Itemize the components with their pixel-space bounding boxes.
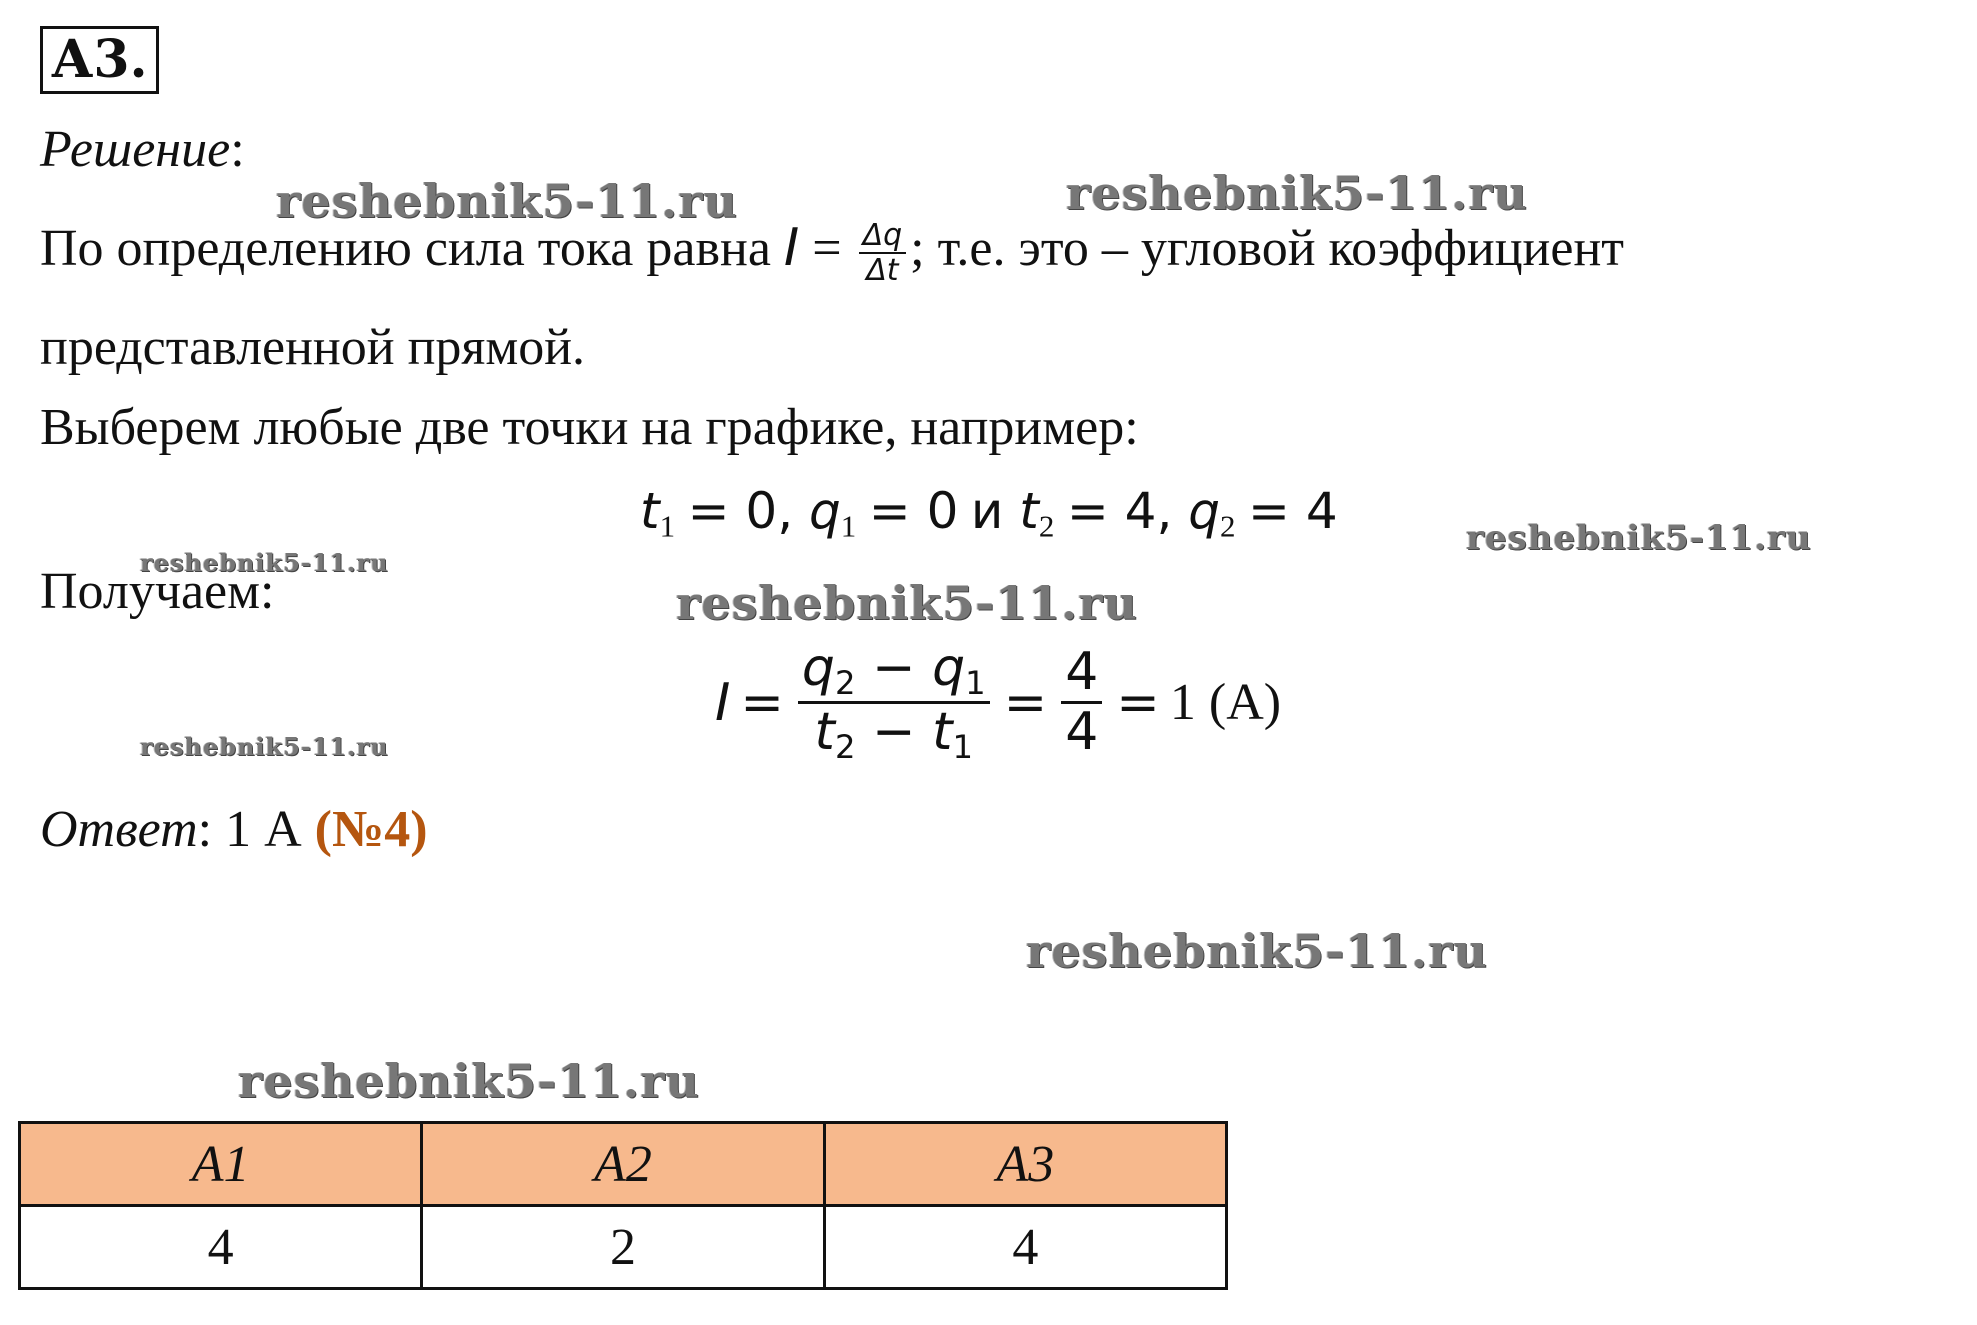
site-watermark: reshebnik5-11.ru — [238, 1054, 700, 1108]
t2-symbol: t — [814, 702, 835, 763]
answer-value: 1 А — [212, 801, 315, 858]
subscript: 2 — [1220, 508, 1236, 544]
conjunction-and: и — [970, 482, 1020, 540]
charge-time-fraction — [798, 640, 990, 766]
fraction-numerator: Δq — [862, 218, 903, 254]
result-value: 1 (A) — [1169, 674, 1282, 732]
answer-colon: : — [197, 801, 213, 858]
equals-sign: = — [1003, 672, 1048, 733]
equals-sign: = — [1116, 672, 1160, 733]
value-zero: 0 — [926, 482, 959, 540]
subscript: 1 — [659, 508, 676, 544]
equals-sign: = — [740, 672, 784, 733]
definition-text: По определению сила тока равна — [40, 220, 784, 277]
subscript: 1 — [965, 664, 986, 703]
table-header-row — [20, 1123, 1227, 1206]
equals-sign: = — [868, 482, 927, 540]
subscript: 2 — [834, 728, 856, 767]
subscript: 2 — [834, 664, 856, 703]
q-symbol: q — [1188, 482, 1221, 540]
comma: , — [1156, 482, 1189, 540]
t-symbol: t — [1019, 482, 1039, 540]
table-header-cell: А3 — [824, 1123, 1226, 1206]
site-watermark: reshebnik5-11.ru — [1466, 518, 1812, 558]
fraction-denominator — [811, 704, 977, 765]
q2-symbol: q — [801, 638, 835, 698]
q1-symbol: q — [932, 638, 966, 698]
equals-sign: = — [1248, 482, 1306, 540]
equals-sign: = — [687, 482, 746, 540]
dq-dt-fraction — [859, 219, 907, 287]
site-watermark: reshebnik5-11.ru — [676, 576, 1138, 630]
table-cell: 4 — [20, 1206, 422, 1289]
solution-heading-colon: : — [230, 121, 245, 178]
answer-label: Ответ — [40, 801, 198, 858]
t1-symbol: t — [932, 702, 953, 763]
equals-sign: = — [1066, 482, 1125, 540]
getting-label: Получаем: — [40, 563, 275, 620]
fraction-denominator: 4 — [1065, 702, 1099, 763]
value-four: 4 — [1305, 482, 1338, 540]
table-header-cell: А1 — [20, 1123, 422, 1206]
subscript: 1 — [840, 508, 857, 544]
solution-heading-text: Решение — [40, 121, 231, 178]
site-watermark: reshebnik5-11.ru — [1066, 166, 1528, 220]
table-cell: 2 — [422, 1206, 824, 1289]
current-symbol: I — [783, 218, 800, 278]
q-symbol: q — [809, 482, 841, 540]
minus-sign: − — [855, 638, 933, 698]
table-row — [20, 1206, 1227, 1289]
definition-paragraph-end: представленной прямой. — [40, 319, 586, 376]
subscript: 1 — [952, 728, 973, 767]
value-zero: 0 — [745, 482, 778, 540]
definition-paragraph — [40, 218, 1624, 287]
four-over-four-fraction — [1061, 644, 1102, 761]
definition-text-continued: ; т.е. это – угловой коэффициент — [910, 220, 1625, 277]
answer-line — [40, 800, 428, 860]
subscript: 2 — [1038, 508, 1055, 544]
comma: , — [777, 482, 810, 540]
table-cell: 4 — [824, 1206, 1226, 1289]
site-watermark: reshebnik5-11.ru — [1026, 924, 1488, 978]
current-calculation-formula — [715, 640, 1281, 766]
site-watermark: reshebnik5-11.ru — [140, 548, 389, 577]
solution-heading — [40, 120, 245, 180]
fraction-denominator: Δt — [866, 253, 899, 289]
answers-table — [18, 1121, 1228, 1290]
choose-points-paragraph: Выберем любые две точки на графике, например: — [40, 399, 1139, 456]
site-watermark: reshebnik5-11.ru — [140, 732, 389, 761]
t-symbol: t — [640, 482, 660, 540]
table-header-cell: А2 — [422, 1123, 824, 1206]
minus-sign: − — [855, 702, 933, 763]
points-formula — [640, 480, 1338, 558]
task-number-label: А3. — [40, 26, 159, 94]
site-watermark: reshebnik5-11.ru — [276, 174, 738, 228]
fraction-numerator: 4 — [1065, 642, 1099, 703]
current-symbol: I — [715, 672, 731, 733]
value-four: 4 — [1124, 482, 1157, 540]
answer-option-number: (№4) — [314, 801, 428, 858]
equals-sign: = — [812, 220, 855, 277]
fraction-numerator — [798, 640, 990, 701]
